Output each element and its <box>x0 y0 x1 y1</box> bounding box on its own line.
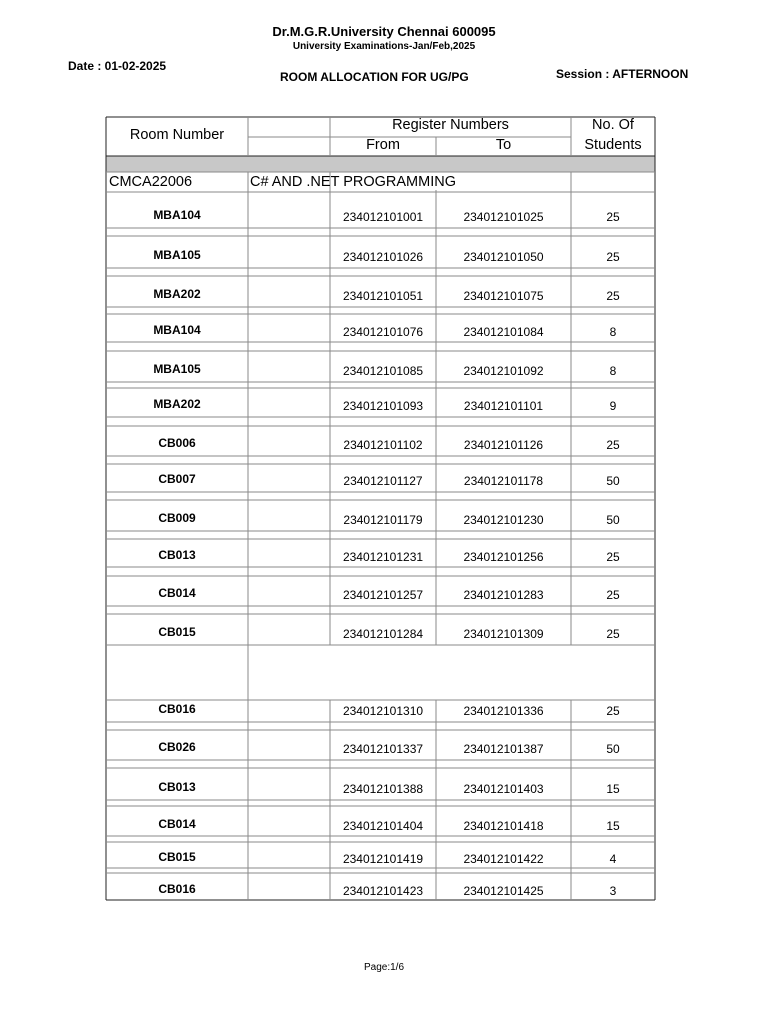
student-count-cell: 25 <box>606 250 620 264</box>
header-separator-band <box>106 156 655 172</box>
room-number-cell: CB006 <box>158 436 196 450</box>
register-from-cell: 234012101001 <box>342 210 424 224</box>
register-from-cell: 234012101085 <box>342 364 424 378</box>
column-header-to: To <box>495 137 512 153</box>
student-count-cell: 15 <box>606 782 620 796</box>
exam-subtitle: University Examinations-Jan/Feb,2025 <box>292 41 476 52</box>
register-to-cell: 234012101403 <box>463 782 544 796</box>
register-from-cell: 234012101076 <box>342 325 424 339</box>
register-to-cell: 234012101075 <box>463 289 544 303</box>
room-number-cell: MBA104 <box>153 208 201 222</box>
room-number-cell: CB016 <box>158 702 196 716</box>
register-from-cell: 234012101231 <box>342 550 424 564</box>
column-header-from: From <box>366 137 400 153</box>
student-count-cell: 50 <box>606 474 620 488</box>
room-number-cell: CB009 <box>158 511 196 525</box>
register-to-cell: 234012101050 <box>463 250 544 264</box>
room-number-cell: MBA105 <box>153 362 201 376</box>
student-count-cell: 3 <box>609 884 617 898</box>
student-count-cell: 50 <box>606 513 620 527</box>
register-from-cell: 234012101179 <box>343 513 423 527</box>
room-number-cell: MBA105 <box>153 248 201 262</box>
register-to-cell: 234012101178 <box>463 474 544 488</box>
student-count-cell: 25 <box>606 210 620 224</box>
column-header-register-numbers: Register Numbers <box>392 117 509 133</box>
register-from-cell: 234012101284 <box>342 627 424 641</box>
session-label: Session : AFTERNOON <box>556 67 689 81</box>
register-to-cell: 234012101101 <box>463 399 544 413</box>
register-to-cell: 234012101084 <box>463 325 544 339</box>
course-code: CMCA22006 <box>109 174 193 190</box>
room-number-cell: MBA202 <box>153 287 201 301</box>
register-to-cell: 234012101092 <box>463 364 544 378</box>
register-to-cell: 234012101387 <box>463 742 544 756</box>
room-number-cell: CB014 <box>158 817 196 831</box>
register-to-cell: 234012101256 <box>463 550 544 564</box>
register-to-cell: 234012101283 <box>463 588 544 602</box>
register-from-cell: 234012101404 <box>342 819 424 833</box>
register-from-cell: 234012101026 <box>342 250 424 264</box>
student-count-cell: 25 <box>606 627 620 641</box>
register-from-cell: 234012101388 <box>342 782 424 796</box>
register-from-cell: 234012101093 <box>342 399 424 413</box>
room-number-cell: CB016 <box>158 882 196 896</box>
register-from-cell: 234012101310 <box>342 704 424 718</box>
column-header-room-number: Room Number <box>129 127 225 143</box>
register-to-cell: 234012101425 <box>463 884 544 898</box>
student-count-cell: 25 <box>606 550 620 564</box>
register-to-cell: 234012101418 <box>463 819 544 833</box>
room-number-cell: MBA202 <box>153 397 201 411</box>
register-to-cell: 234012101126 <box>463 438 544 452</box>
register-from-cell: 234012101257 <box>342 588 424 602</box>
register-from-cell: 234012101423 <box>342 884 424 898</box>
register-from-cell: 234012101127 <box>343 474 423 488</box>
page-number: Page:1/6 <box>363 962 405 973</box>
student-count-cell: 8 <box>609 364 617 378</box>
student-count-cell: 8 <box>609 325 617 339</box>
register-to-cell: 234012101025 <box>463 210 544 224</box>
room-number-cell: CB007 <box>158 472 196 486</box>
student-count-cell: 25 <box>606 438 620 452</box>
student-count-cell: 4 <box>609 852 617 866</box>
register-from-cell: 234012101051 <box>342 289 424 303</box>
column-header-count-line1: No. Of <box>592 117 634 133</box>
student-count-cell: 15 <box>606 819 620 833</box>
room-number-cell: CB013 <box>158 548 196 562</box>
room-number-cell: CB013 <box>158 780 196 794</box>
room-number-cell: MBA104 <box>153 323 201 337</box>
register-to-cell: 234012101230 <box>463 513 544 527</box>
register-from-cell: 234012101337 <box>342 742 424 756</box>
student-count-cell: 25 <box>606 704 620 718</box>
exam-date: Date : 01-02-2025 <box>68 59 167 73</box>
room-number-cell: CB015 <box>158 850 196 864</box>
student-count-cell: 25 <box>606 588 620 602</box>
register-from-cell: 234012101102 <box>343 438 423 452</box>
room-number-cell: CB026 <box>158 740 196 754</box>
column-header-count-line2: Students <box>584 137 642 153</box>
register-from-cell: 234012101419 <box>342 852 424 866</box>
register-to-cell: 234012101309 <box>463 627 544 641</box>
student-count-cell: 25 <box>606 289 620 303</box>
student-count-cell: 9 <box>609 399 617 413</box>
student-count-cell: 50 <box>606 742 620 756</box>
register-to-cell: 234012101336 <box>463 704 544 718</box>
page-title: ROOM ALLOCATION FOR UG/PG <box>280 70 469 84</box>
course-name: C# AND .NET PROGRAMMING <box>250 174 456 190</box>
room-number-cell: CB015 <box>158 625 196 639</box>
room-number-cell: CB014 <box>158 586 196 600</box>
university-name: Dr.M.G.R.University Chennai 600095 <box>272 24 496 39</box>
register-to-cell: 234012101422 <box>463 852 544 866</box>
